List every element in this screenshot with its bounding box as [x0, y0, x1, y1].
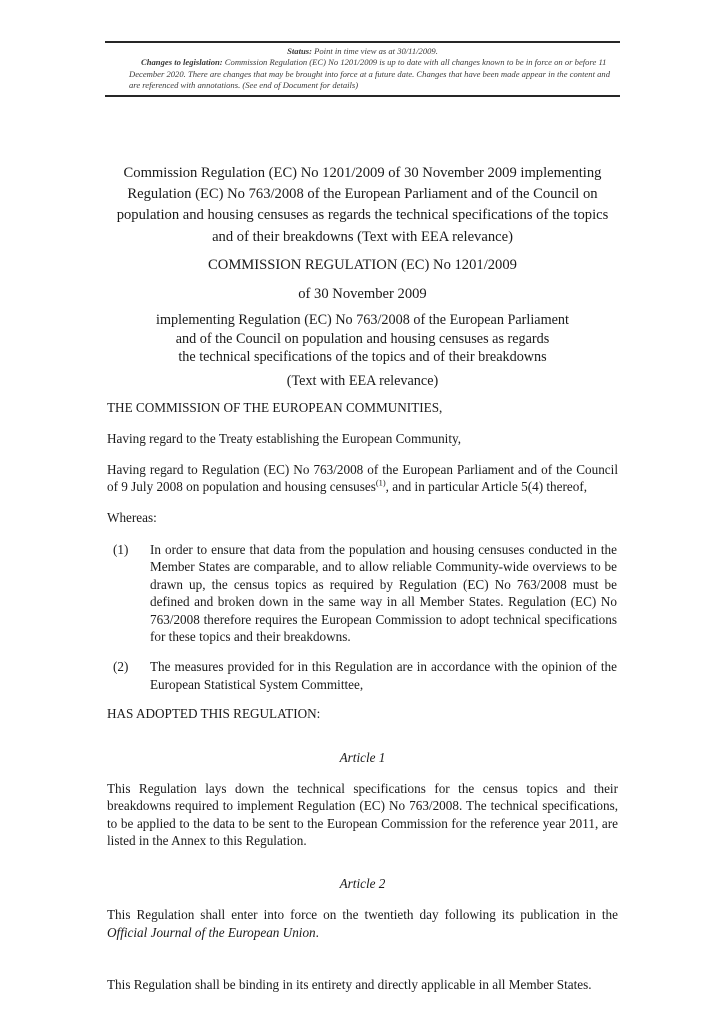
commission-line: THE COMMISSION OF THE EUROPEAN COMMUNITIES, [107, 400, 443, 415]
article-2-body-text-2: . [315, 924, 319, 940]
eea-relevance-note: (Text with EEA relevance) [286, 373, 439, 389]
recital-item [107, 541, 618, 645]
document-body [107, 400, 618, 1007]
page-title: Commission Regulation (EC) No 1201/2009 of 30 November 2009 implementing Regulation (EC) No 763/2008 of the European Parliament and of the Council on population and housing censuses as regards the technical specifications of the topics and of their breakdowns (Text with EEA relevance) [116, 165, 609, 245]
regulation-date: of 30 November 2009 [298, 286, 427, 302]
recital-text: In order to ensure that data from the population and housing censuses conducted in the Member States are comparable, and to allow reliable Community-wide overviews to be drawn up, the census topics as required by Regulation (EC) No 763/2008 must be defined and broken down in the same way in all Member States. Regulation (EC) No 763/2008 therefore requires the European Commission to adopt technical specifications for these topics and their breakdowns. [150, 541, 617, 644]
closing-statement: This Regulation shall be binding in its entirety and directly applicable in all Member States. [107, 977, 592, 993]
having-regard-regulation [107, 462, 618, 495]
article-1-heading: Article 1 [339, 749, 386, 765]
status-text: Point in time view as at 30/11/2009. [311, 46, 438, 56]
regulation-subtitle-line-3: the technical specifications of the topics and of their breakdowns [178, 349, 547, 366]
document-title-block [107, 163, 618, 248]
status-label: Status: [287, 46, 312, 56]
article-2-heading: Article 2 [339, 876, 386, 892]
regulation-heading: COMMISSION REGULATION (EC) No 1201/2009 [208, 257, 517, 273]
recital-number: (1) [113, 541, 129, 557]
official-journal-reference: Official Journal of the European Union [107, 924, 316, 940]
changes-text: Commission Regulation (EC) No 1201/2009 is up to date with all changes known to be in force on or before 11 December 2020. There are changes that may be brought into force at a future date. Changes that have been made appear in the content and are referenced with annotations. (See end of Document for details) [129, 57, 610, 91]
regulation-subtitle-line-1: implementing Regulation (EC) No 763/2008 of the European Parliament [156, 312, 569, 328]
having-regard-treaty: Having regard to the Treaty establishing the European Community, [107, 431, 462, 447]
status-line [107, 46, 618, 57]
changes-label: Changes to legislation: [141, 57, 223, 68]
having-regard-regulation-text-2: , and in particular Article 5(4) thereof, [385, 478, 588, 494]
footnote-marker: (1) [375, 478, 386, 488]
recital-number: (2) [113, 659, 129, 675]
regulation-subtitle [107, 311, 618, 367]
status-header-box [105, 41, 620, 97]
regulation-subtitle-line-2: and of the Council on population and housing censuses as regards [175, 330, 550, 347]
article-2-body-text-1: This Regulation shall enter into force on the twentieth day following its publication in the [107, 907, 618, 923]
changes-to-legislation-note [107, 57, 618, 91]
recital-item [107, 658, 618, 693]
article-1-body: This Regulation lays down the technical specifications for the census topics and their breakdowns required to implement Regulation (EC) No 763/2008. The technical specifications, to be applied to the data to be sent to the European Commission for the reference year 2011, are listed in the Annex to this Regulation. [107, 780, 618, 849]
whereas-label: Whereas: [107, 509, 157, 525]
has-adopted-line: HAS ADOPTED THIS REGULATION: [107, 706, 321, 722]
recital-text: The measures provided for in this Regulation are in accordance with the opinion of the European Statistical System Committee, [150, 659, 617, 692]
having-regard-regulation-text-1: Having regard to Regulation (EC) No 763/2008 of the European Parliament and of the Council of 9 July 2008 on population and housing censuses [107, 462, 618, 494]
article-2-body [107, 906, 618, 941]
